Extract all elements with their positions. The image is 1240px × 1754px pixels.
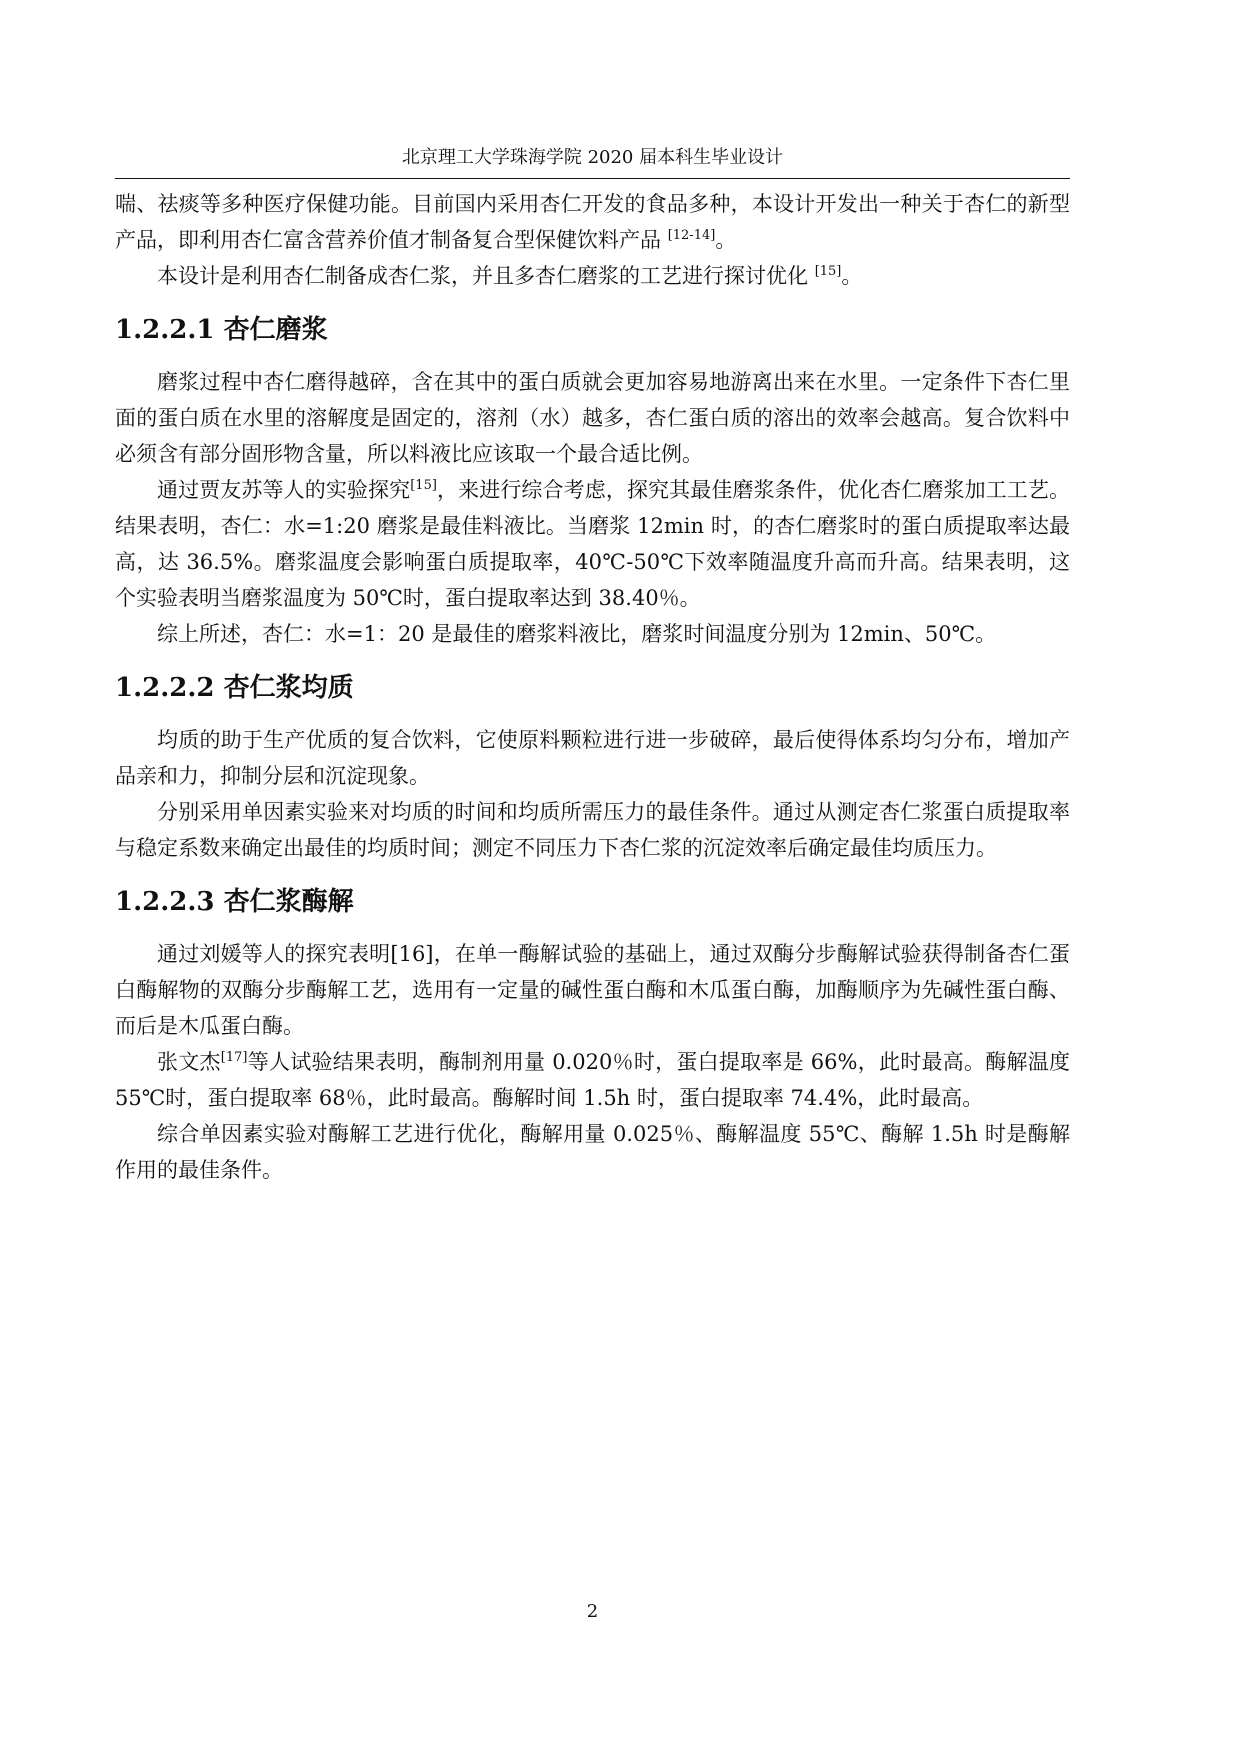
grinding-paragraph-2	[115, 472, 1070, 616]
citation-17: [17]	[220, 1050, 248, 1065]
section-heading-almond-grinding: 1.2.2.1 杏仁磨浆	[115, 315, 328, 345]
intro-p1-text: 喘、祛痰等多种医疗保健功能。目前国内采用杏仁开发的食品多种，本设计开发出一种关于杏仁的新型产品，即利用杏仁富含营养价值才制备复合型保健饮料产品	[115, 192, 1070, 252]
enzymolysis-p2-pre: 张文杰	[157, 1050, 221, 1074]
intro-p2-text: 本设计是利用杏仁制备成杏仁浆，并且多杏仁磨浆的工艺进行探讨优化	[157, 264, 815, 288]
grinding-paragraph-3: 综上所述，杏仁：水=1：20 是最佳的磨浆料液比，磨浆时间温度分别为 12min、50℃。	[157, 622, 997, 646]
enzymolysis-paragraph-2	[115, 1044, 1070, 1116]
header-rule	[115, 178, 1070, 179]
intro-paragraph-1	[115, 186, 1070, 258]
homogenization-paragraph-1: 均质的助于生产优质的复合饮料，它使原料颗粒进行进一步破碎，最后使得体系均匀分布，增加产品亲和力，抑制分层和沉淀现象。	[115, 728, 1070, 788]
intro-p2-tail: 。	[841, 264, 863, 288]
section-heading-homogenization: 1.2.2.2 杏仁浆均质	[115, 673, 354, 703]
enzymolysis-paragraph-3: 综合单因素实验对酶解工艺进行优化，酶解用量 0.025％、酶解温度 55℃、酶解 1.5h 时是酶解作用的最佳条件。	[115, 1122, 1070, 1182]
grinding-paragraph-1: 磨浆过程中杏仁磨得越碎，含在其中的蛋白质就会更加容易地游离出来在水里。一定条件下杏仁里面的蛋白质在水里的溶解度是固定的，溶剂（水）越多，杏仁蛋白质的溶出的效率会越高。复合饮料中必须含有部分固形物含量，所以料液比应该取一个最合适比例。	[115, 370, 1070, 466]
page-body	[115, 186, 1070, 1188]
homogenization-paragraph-2: 分别采用单因素实验来对均质的时间和均质所需压力的最佳条件。通过从测定杏仁浆蛋白质提取率与稳定系数来确定出最佳的均质时间；测定不同压力下杏仁浆的沉淀效率后确定最佳均质压力。	[115, 800, 1070, 860]
page-number: 2	[586, 1601, 599, 1622]
page-header: 北京理工大学珠海学院 2020 届本科生毕业设计	[401, 147, 784, 168]
citation-15: [15]	[814, 264, 842, 279]
intro-paragraph-2	[115, 258, 1070, 294]
intro-p1-tail: 。	[715, 228, 737, 252]
enzymolysis-p2-text: 等人试验结果表明，酶制剂用量 0.020％时，蛋白提取率是 66%，此时最高。酶解温度 55℃时，蛋白提取率 68％，此时最高。酶解时间 1.5h 时，蛋白提取率 74.4%，此时最高。	[115, 1050, 1070, 1110]
citation-12-14: [12-14]	[667, 228, 716, 243]
enzymolysis-paragraph-1: 通过刘媛等人的探究表明[16]，在单一酶解试验的基础上，通过双酶分步酶解试验获得制备杏仁蛋白酶解物的双酶分步酶解工艺，选用有一定量的碱性蛋白酶和木瓜蛋白酶，加酶顺序为先碱性蛋白酶、而后是木瓜蛋白酶。	[115, 942, 1070, 1038]
grinding-p2-text: ，来进行综合考虑，探究其最佳磨浆条件，优化杏仁磨浆加工工艺。结果表明，杏仁：水=1:20 磨浆是最佳料液比。当磨浆 12min 时，的杏仁磨浆时的蛋白质提取率达最高，达 36.5%。磨浆温度会影响蛋白质提取率，40℃-50℃下效率随温度升高而升高。结果表明，这个实验表明当磨浆温度为 50℃时，蛋白提取率达到 38.40％。	[115, 478, 1070, 610]
section-heading-enzymolysis: 1.2.2.3 杏仁浆酶解	[115, 887, 354, 917]
grinding-p2-pre: 通过贾友苏等人的实验探究	[157, 478, 411, 502]
citation-15: [15]	[410, 478, 437, 493]
